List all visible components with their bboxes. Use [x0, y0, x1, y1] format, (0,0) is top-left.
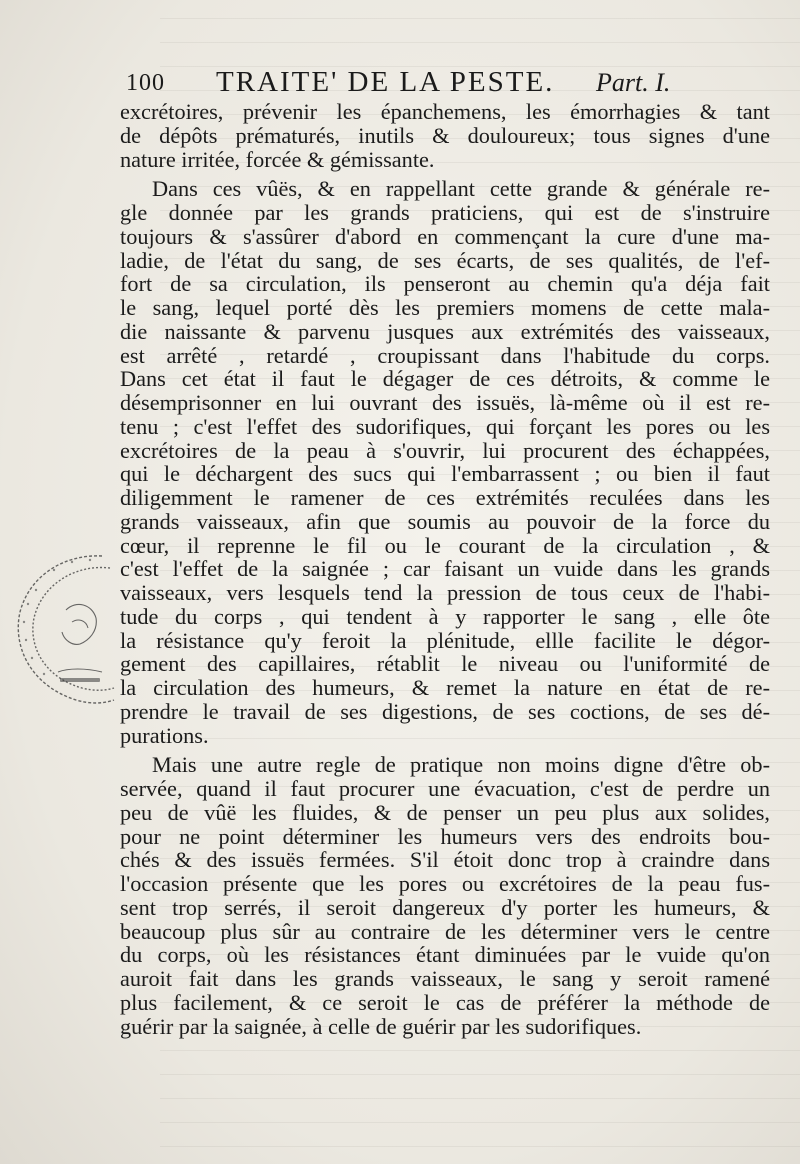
- text-line: qui le déchargent des sucs qui l'embarrassent ; ou bien il faut: [120, 461, 770, 487]
- text-line: auroit fait dans les grands vaisseaux, le sang y seroit ramené: [120, 966, 770, 991]
- text-line: gle donnée par les grands praticiens, qui est de s'instruire: [120, 200, 770, 225]
- text-line: servée, quand il faut procurer une évacuation, c'est de perdre un: [120, 776, 770, 801]
- text-line: Dans ces vûës, & en rappellant cette grande & générale re-: [152, 176, 770, 202]
- text-line: pour ne point déterminer les humeurs vers des endroits bou-: [120, 823, 770, 849]
- text-line: prendre le travail de ses digestions, de ses coctions, de ses dé-: [120, 698, 770, 724]
- text-line: le sang, lequel porté dès les premiers momens de cette mala-: [120, 295, 770, 320]
- text-line: beaucoup plus sûr au contraire de les déterminer vers le centre: [120, 918, 770, 944]
- text-line: diligemment le ramener de ces extrémités reculées dans les: [120, 485, 770, 510]
- text-line: grands vaisseaux, afin que soumis au pouvoir de la force du: [120, 508, 770, 534]
- running-header: [118, 64, 718, 104]
- text-line: du corps, où les résistances étant diminuées par le vuide qu'on: [120, 942, 770, 968]
- text-line: la résistance qu'y feroit la plénitude, ellle facilite le dégor-: [120, 627, 770, 653]
- text-line: tenu ; c'est l'effet des sudorifiques, qui forçant les pores ou les: [120, 413, 770, 439]
- text-line: peu de vûë les fluides, & de penser un peu plus aux solides,: [120, 799, 770, 825]
- text-line: c'est l'effet de la saignée ; car faisant un vuide dans les grands: [120, 556, 770, 582]
- running-part: Part. I.: [596, 68, 671, 97]
- text-line: de dépôts prématurés, inutils & douloureux; tous signes d'une: [120, 122, 770, 148]
- library-stamp-icon: [6, 540, 118, 710]
- text-line: tude du corps , qui tendent à y rapporter le sang , elle ôte: [120, 603, 770, 629]
- text-line: guérir par la saignée, à celle de guérir par les sudorifiques.: [120, 1013, 642, 1039]
- page-number: 100: [126, 70, 165, 96]
- text-line: vaisseaux, vers lesquels tend la pression de tous ceux de l'habi-: [120, 580, 770, 605]
- text-line: l'occasion présente que les pores ou excrétoires de la peau fus-: [120, 871, 770, 896]
- text-line: Mais une autre regle de pratique non moins digne d'être ob-: [152, 752, 770, 778]
- text-line: chés & des issuës fermées. S'il étoit donc trop à craindre dans: [120, 847, 770, 873]
- text-line: sent trop serrés, il seroit dangereux d'y porter les humeurs, &: [120, 894, 770, 920]
- body-text: [120, 100, 770, 1038]
- text-line: cœur, il reprenne le fil ou le courant de la circulation , &: [120, 532, 770, 558]
- text-line: purations.: [120, 722, 209, 748]
- text-line: fort de sa circulation, ils penseront au chemin qu'a déja fait: [120, 271, 770, 297]
- text-line: excrétoires de la peau à s'ouvrir, lui procurent des échappées,: [120, 437, 770, 463]
- text-line: désemprisonner en lui ouvrant des issuës, là-même où il est re-: [120, 390, 770, 415]
- text-line: est arrêté , retardé , croupissant dans l'habitude du corps.: [120, 342, 770, 368]
- text-line: Dans cet état il faut le dégager de ces détroits, & comme le: [120, 366, 770, 392]
- text-line: die naissante & parvenu jusques aux extrémités des vaisseaux,: [120, 318, 770, 344]
- text-line: gement des capillaires, rétablit le niveau ou l'uniformité de: [120, 651, 770, 677]
- text-line: plus facilement, & ce seroit le cas de préférer la méthode de: [120, 989, 770, 1015]
- text-line: toujours & s'assûrer d'abord en commençant la cure d'une ma-: [120, 223, 770, 249]
- text-line: nature irritée, forcée & gémissante.: [120, 146, 435, 172]
- text-line: ladie, de l'état du sang, de ses écarts, de ses qualités, de l'ef-: [120, 247, 770, 273]
- running-title: TRAITE' DE LA PESTE.: [216, 66, 555, 98]
- text-line: la circulation des humeurs, & remet la nature en état de re-: [120, 675, 770, 700]
- text-line: excrétoires, prévenir les épanchemens, les émorrhagies & tant: [120, 99, 770, 124]
